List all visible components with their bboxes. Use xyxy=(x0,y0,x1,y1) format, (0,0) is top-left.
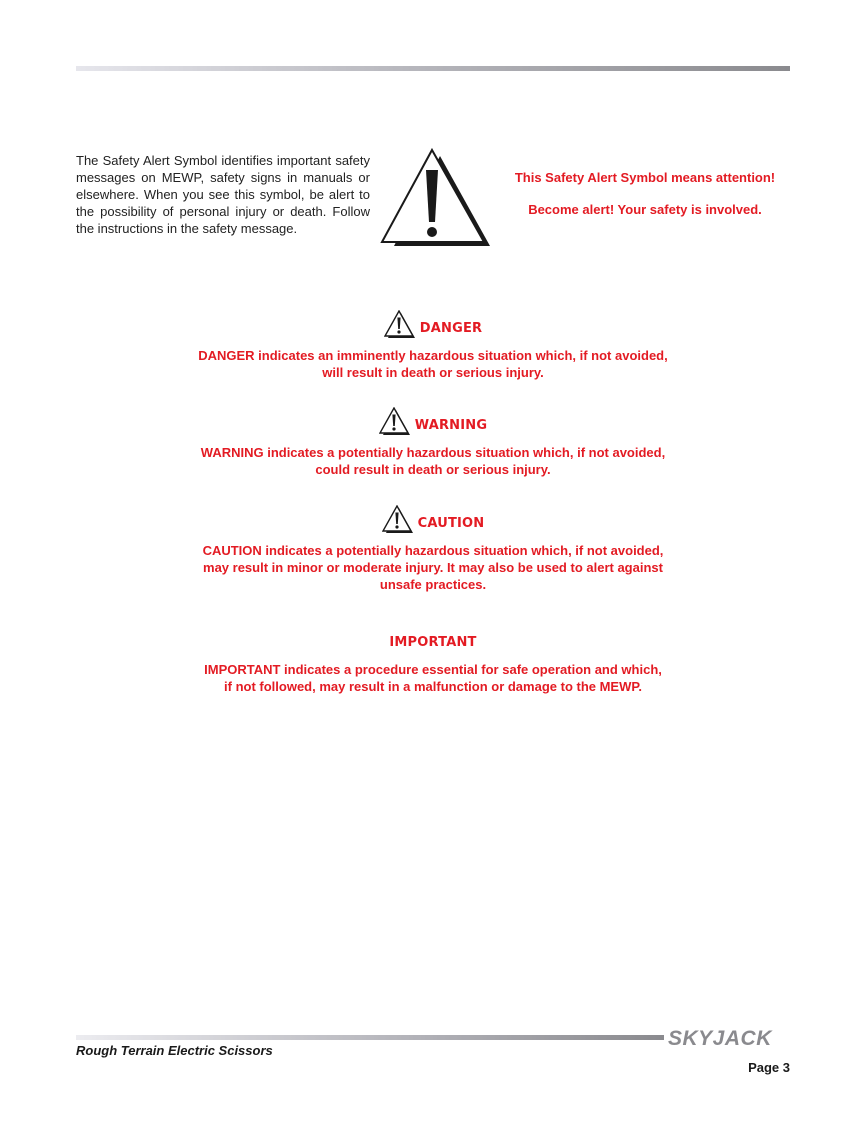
warning-alert-icon xyxy=(379,407,411,437)
warning-block xyxy=(150,405,716,478)
alert-meaning-line-1: This Safety Alert Symbol means attention! xyxy=(514,170,776,185)
important-description: IMPORTANT indicates a procedure essential for safe operation and which, if not followed, may result in a malfunction or damage to the MEWP. xyxy=(204,662,662,694)
danger-label: DANGER xyxy=(419,320,483,336)
danger-description: DANGER indicates an imminently hazardous situation which, if not avoided, will result in death or serious injury. xyxy=(198,348,668,380)
important-heading xyxy=(150,622,716,656)
footer-rule xyxy=(76,1035,664,1040)
intro-paragraph: The Safety Alert Symbol identifies important safety messages on MEWP, safety signs in manuals or elsewhere. When you see this symbol, be alert to the possibility of personal injury or death. Follow the instructions in the safety message. xyxy=(76,153,370,236)
caution-label: CAUTION xyxy=(417,515,485,531)
danger-heading xyxy=(150,308,716,342)
warning-label: WARNING xyxy=(414,417,488,433)
page-number: Page 3 xyxy=(748,1060,790,1075)
danger-block xyxy=(150,308,716,381)
footer-document-title: Rough Terrain Electric Scissors xyxy=(76,1043,273,1058)
important-label: IMPORTANT xyxy=(389,634,477,650)
safety-alert-icon xyxy=(380,146,492,250)
header-rule xyxy=(76,66,790,71)
caution-description: CAUTION indicates a potentially hazardous situation which, if not avoided, may result in minor or moderate injury. It may also be used to alert against unsafe practices. xyxy=(202,543,664,592)
skyjack-logo xyxy=(668,1026,790,1048)
important-block xyxy=(150,622,716,695)
logo-text: SKYJACK xyxy=(668,1027,772,1048)
warning-description: WARNING indicates a potentially hazardous situation which, if not avoided, could result in death or serious injury. xyxy=(200,445,666,477)
danger-alert-icon xyxy=(384,310,416,340)
alert-meaning xyxy=(500,170,790,217)
caution-heading xyxy=(150,503,716,537)
warning-heading xyxy=(150,405,716,439)
caution-block xyxy=(150,503,716,593)
caution-alert-icon xyxy=(382,505,414,535)
alert-meaning-line-2: Become alert! Your safety is involved. xyxy=(528,202,762,217)
